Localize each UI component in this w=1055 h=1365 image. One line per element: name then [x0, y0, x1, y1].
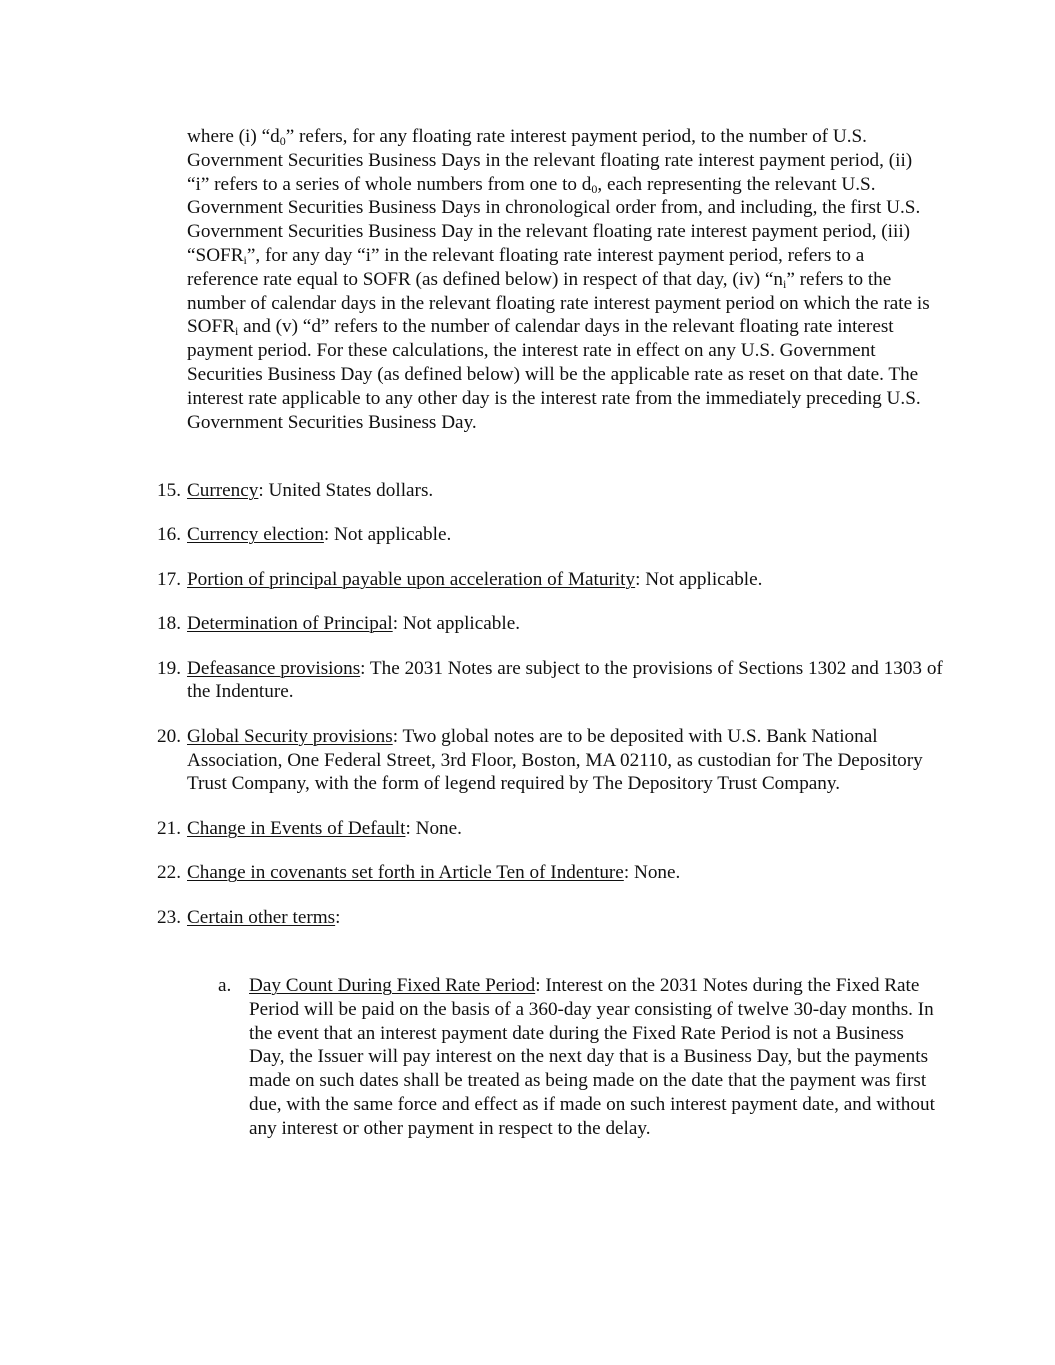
term-body: : United States dollars.: [258, 480, 434, 501]
term-heading: Global Security provisions: [187, 725, 393, 747]
term-number: 17.: [157, 568, 181, 590]
subscript-i: i: [243, 252, 247, 267]
term-body: : Two global notes are to be deposited with U.S. Bank National Association, One Federal Street, 3rd Floor, Boston, MA 02110, as custodian for The Depository Trust Company, with the form of legend required by The Depository Trust Company.: [187, 725, 923, 795]
intro-text: and (v) “d” refers to the number of calendar days in the relevant floating rate interest payment period. For these calculations, the interest rate in effect on any U.S. Government Securities Business Day (as defined below) will be the applicable rate as reset on that date. The interest rate applicable to any other day is the interest rate from the immediately preceding U.S. Government Securities Business Day.: [187, 316, 921, 433]
term-number: 15.: [157, 480, 181, 501]
term-heading: Determination of Principal: [187, 613, 393, 635]
subitem-body: : Interest on the 2031 Notes during the Fixed Rate Period will be paid on the basis of a 360-day year consisting of twelve 30-day months. In the event that an interest payment date during the Fixed Rate Period is not a Business Day, the Issuer will pay interest on the next day that is a Business Day, but the payments made on such dates shall be treated as being made on the date that the payment was first due, with the same force and effect as if made on such interest payment date, and without any interest or other payment in respect to the delay.: [249, 975, 935, 1139]
term-number: 18.: [157, 613, 181, 635]
term-number: 23.: [157, 906, 181, 928]
term-body: : None.: [405, 817, 462, 839]
term-item-18: [157, 612, 947, 636]
term-item-23: [157, 906, 947, 930]
term-body: : Not applicable.: [392, 613, 521, 635]
term-heading: Currency: [187, 480, 259, 501]
subscript-0: 0: [591, 181, 598, 196]
term-heading: Change in Events of Default: [187, 817, 406, 839]
term-item-20: [157, 725, 947, 796]
term-body: : Not applicable.: [635, 568, 763, 590]
intro-text: ”, for any day “i” in the relevant floating rate interest payment period, refers to a reference rate equal to SOFR (as defined below) in respect of that day, (iv) “n: [187, 244, 865, 290]
term-number: 19.: [157, 657, 181, 679]
term-number: 22.: [157, 862, 181, 884]
subitem-heading: Day Count During Fixed Rate Period: [249, 975, 536, 996]
intro-text: ” refers to the number of calendar days in the relevant floating rate interest payment period on which the rate is SOFR: [187, 268, 930, 338]
intro-paragraph: [187, 125, 937, 434]
term-number: 20.: [157, 725, 181, 747]
subitem-a: [218, 974, 938, 1141]
subscript-i: i: [783, 276, 787, 291]
intro-text: ” refers, for any floating rate interest payment period, to the number of U.S. Government Securities Business Days in the relevant floating rate interest payment period, (ii) “i” refers to a series of whole numbers from one to d: [187, 126, 913, 195]
term-number: 21.: [157, 817, 181, 839]
intro-text: where (i) “d: [187, 126, 280, 147]
term-item-16: [157, 523, 947, 547]
term-item-22: [157, 861, 947, 885]
subitem-text: [249, 974, 938, 1141]
term-heading: Defeasance provisions: [187, 657, 361, 679]
term-heading: Certain other terms: [187, 906, 336, 928]
term-body: : Not applicable.: [323, 524, 452, 546]
term-heading: Currency election: [187, 524, 324, 546]
term-heading: Portion of principal payable upon acceleration of Maturity: [187, 568, 636, 590]
term-item-19: [157, 657, 947, 705]
term-body: : The 2031 Notes are subject to the provisions of Sections 1302 and 1303 of the Indenture.: [187, 657, 943, 703]
subitem-letter: a.: [218, 975, 232, 996]
subscript-0: 0: [279, 134, 286, 148]
term-heading: Change in covenants set forth in Article Ten of Indenture: [187, 862, 624, 884]
term-item-21: [157, 817, 947, 841]
numbered-terms-list: [157, 479, 947, 950]
term-number: 16.: [157, 524, 181, 546]
intro-text: , each representing the relevant U.S. Government Securities Business Days in chronological order from, and including, the first U.S. Government Securities Business Day in the relevant floating rate interest payment period, (iii) “SOFR: [187, 173, 921, 266]
term-body: : None.: [623, 862, 681, 884]
term-item-17: [157, 568, 947, 592]
term-body: :: [335, 906, 341, 928]
term-item-15: [157, 479, 947, 503]
subscript-i: i: [235, 324, 239, 339]
